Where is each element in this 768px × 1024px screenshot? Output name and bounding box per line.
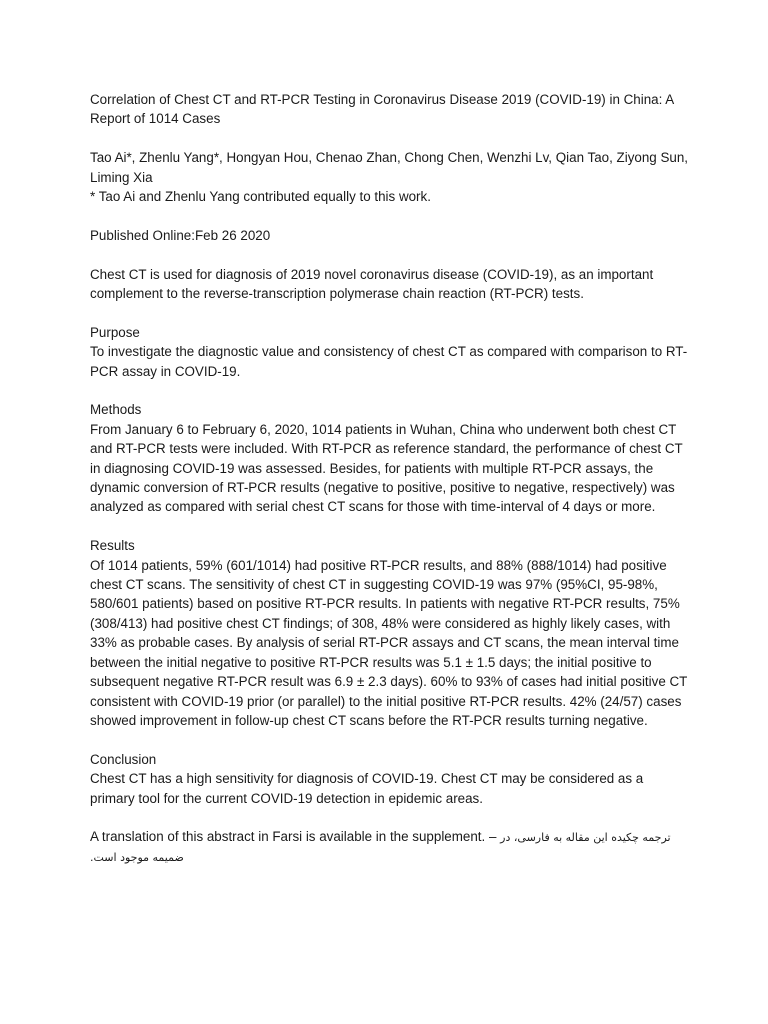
intro-paragraph: Chest CT is used for diagnosis of 2019 novel coronavirus disease (COVID-19), as an important complement to the reverse-transcription polymerase chain reaction (RT-PCR) tests. (90, 266, 654, 302)
translation-note-farsi-line1: ترجمه چکیده این مقاله به فارسی، در (500, 831, 671, 845)
abstract-page (90, 90, 690, 867)
translation-note-english: A translation of this abstract in Farsi is available in the supplement. – (90, 829, 497, 845)
translation-note-farsi-line2: ضمیمه موجود است. (90, 850, 184, 864)
results-text: Of 1014 patients, 59% (601/1014) had positive RT-PCR results, and 88% (888/1014) had positive chest CT scans. The sensitivity of chest CT in suggesting COVID-19 was 97% (95%CI, 95-98%, 580/601 patients) based on positive RT-PCR results. In patients with negative RT-PCR results, 75% (308/413) had positive chest CT findings; of 308, 48% were considered as highly likely cases, with 33% as probable cases. By analysis of serial RT-PCR assays and CT scans, the mean interval time between the initial negative to positive RT-PCR results was 5.1 ± 1.5 days; the initial positive to subsequent negative RT-PCR result was 6.9 ± 2.3 days). 60% to 93% of cases had initial positive CT consistent with COVID-19 prior (or parallel) to the initial positive RT-PCR results. 42% (24/57) cases showed improvement in follow-up chest CT scans before the RT-PCR results turning negative. (90, 557, 688, 728)
equal-contribution-note: * Tao Ai and Zhenlu Yang contributed equally to this work. (90, 189, 431, 205)
conclusion-text: Chest CT has a high sensitivity for diagnosis of COVID-19. Chest CT may be considered as a primary tool for the current COVID-19 detection in epidemic areas. (90, 771, 644, 806)
results-heading: Results (90, 538, 135, 554)
purpose-heading: Purpose (90, 324, 140, 340)
authors-line: Tao Ai*, Zhenlu Yang*, Hongyan Hou, Chenao Zhan, Chong Chen, Wenzhi Lv, Qian Tao, Ziyong Sun, Liming Xia (90, 150, 688, 185)
article-title: Correlation of Chest CT and RT-PCR Testing in Coronavirus Disease 2019 (COVID-19) in China: A Report of 1014 Cases (90, 92, 674, 127)
conclusion-section (90, 750, 690, 808)
published-date: Published Online:Feb 26 2020 (90, 227, 271, 243)
purpose-section (90, 323, 690, 381)
purpose-text: To investigate the diagnostic value and consistency of chest CT as compared with comparison to RT-PCR assay in COVID-19. (90, 344, 688, 379)
methods-section (90, 400, 690, 516)
results-section (90, 536, 690, 730)
methods-text: From January 6 to February 6, 2020, 1014 patients in Wuhan, China who underwent both chest CT and RT-PCR tests were included. With RT-PCR as reference standard, the performance of chest CT in diagnosing COVID-19 was assessed. Besides, for patients with multiple RT-PCR assays, the dynamic conversion of RT-PCR results (negative to positive, positive to negative, respectively) was analyzed as compared with serial chest CT scans for those with time-interval of 4 days or more. (90, 421, 683, 515)
methods-heading: Methods (90, 402, 142, 418)
translation-note (90, 827, 690, 867)
conclusion-heading: Conclusion (90, 751, 157, 767)
